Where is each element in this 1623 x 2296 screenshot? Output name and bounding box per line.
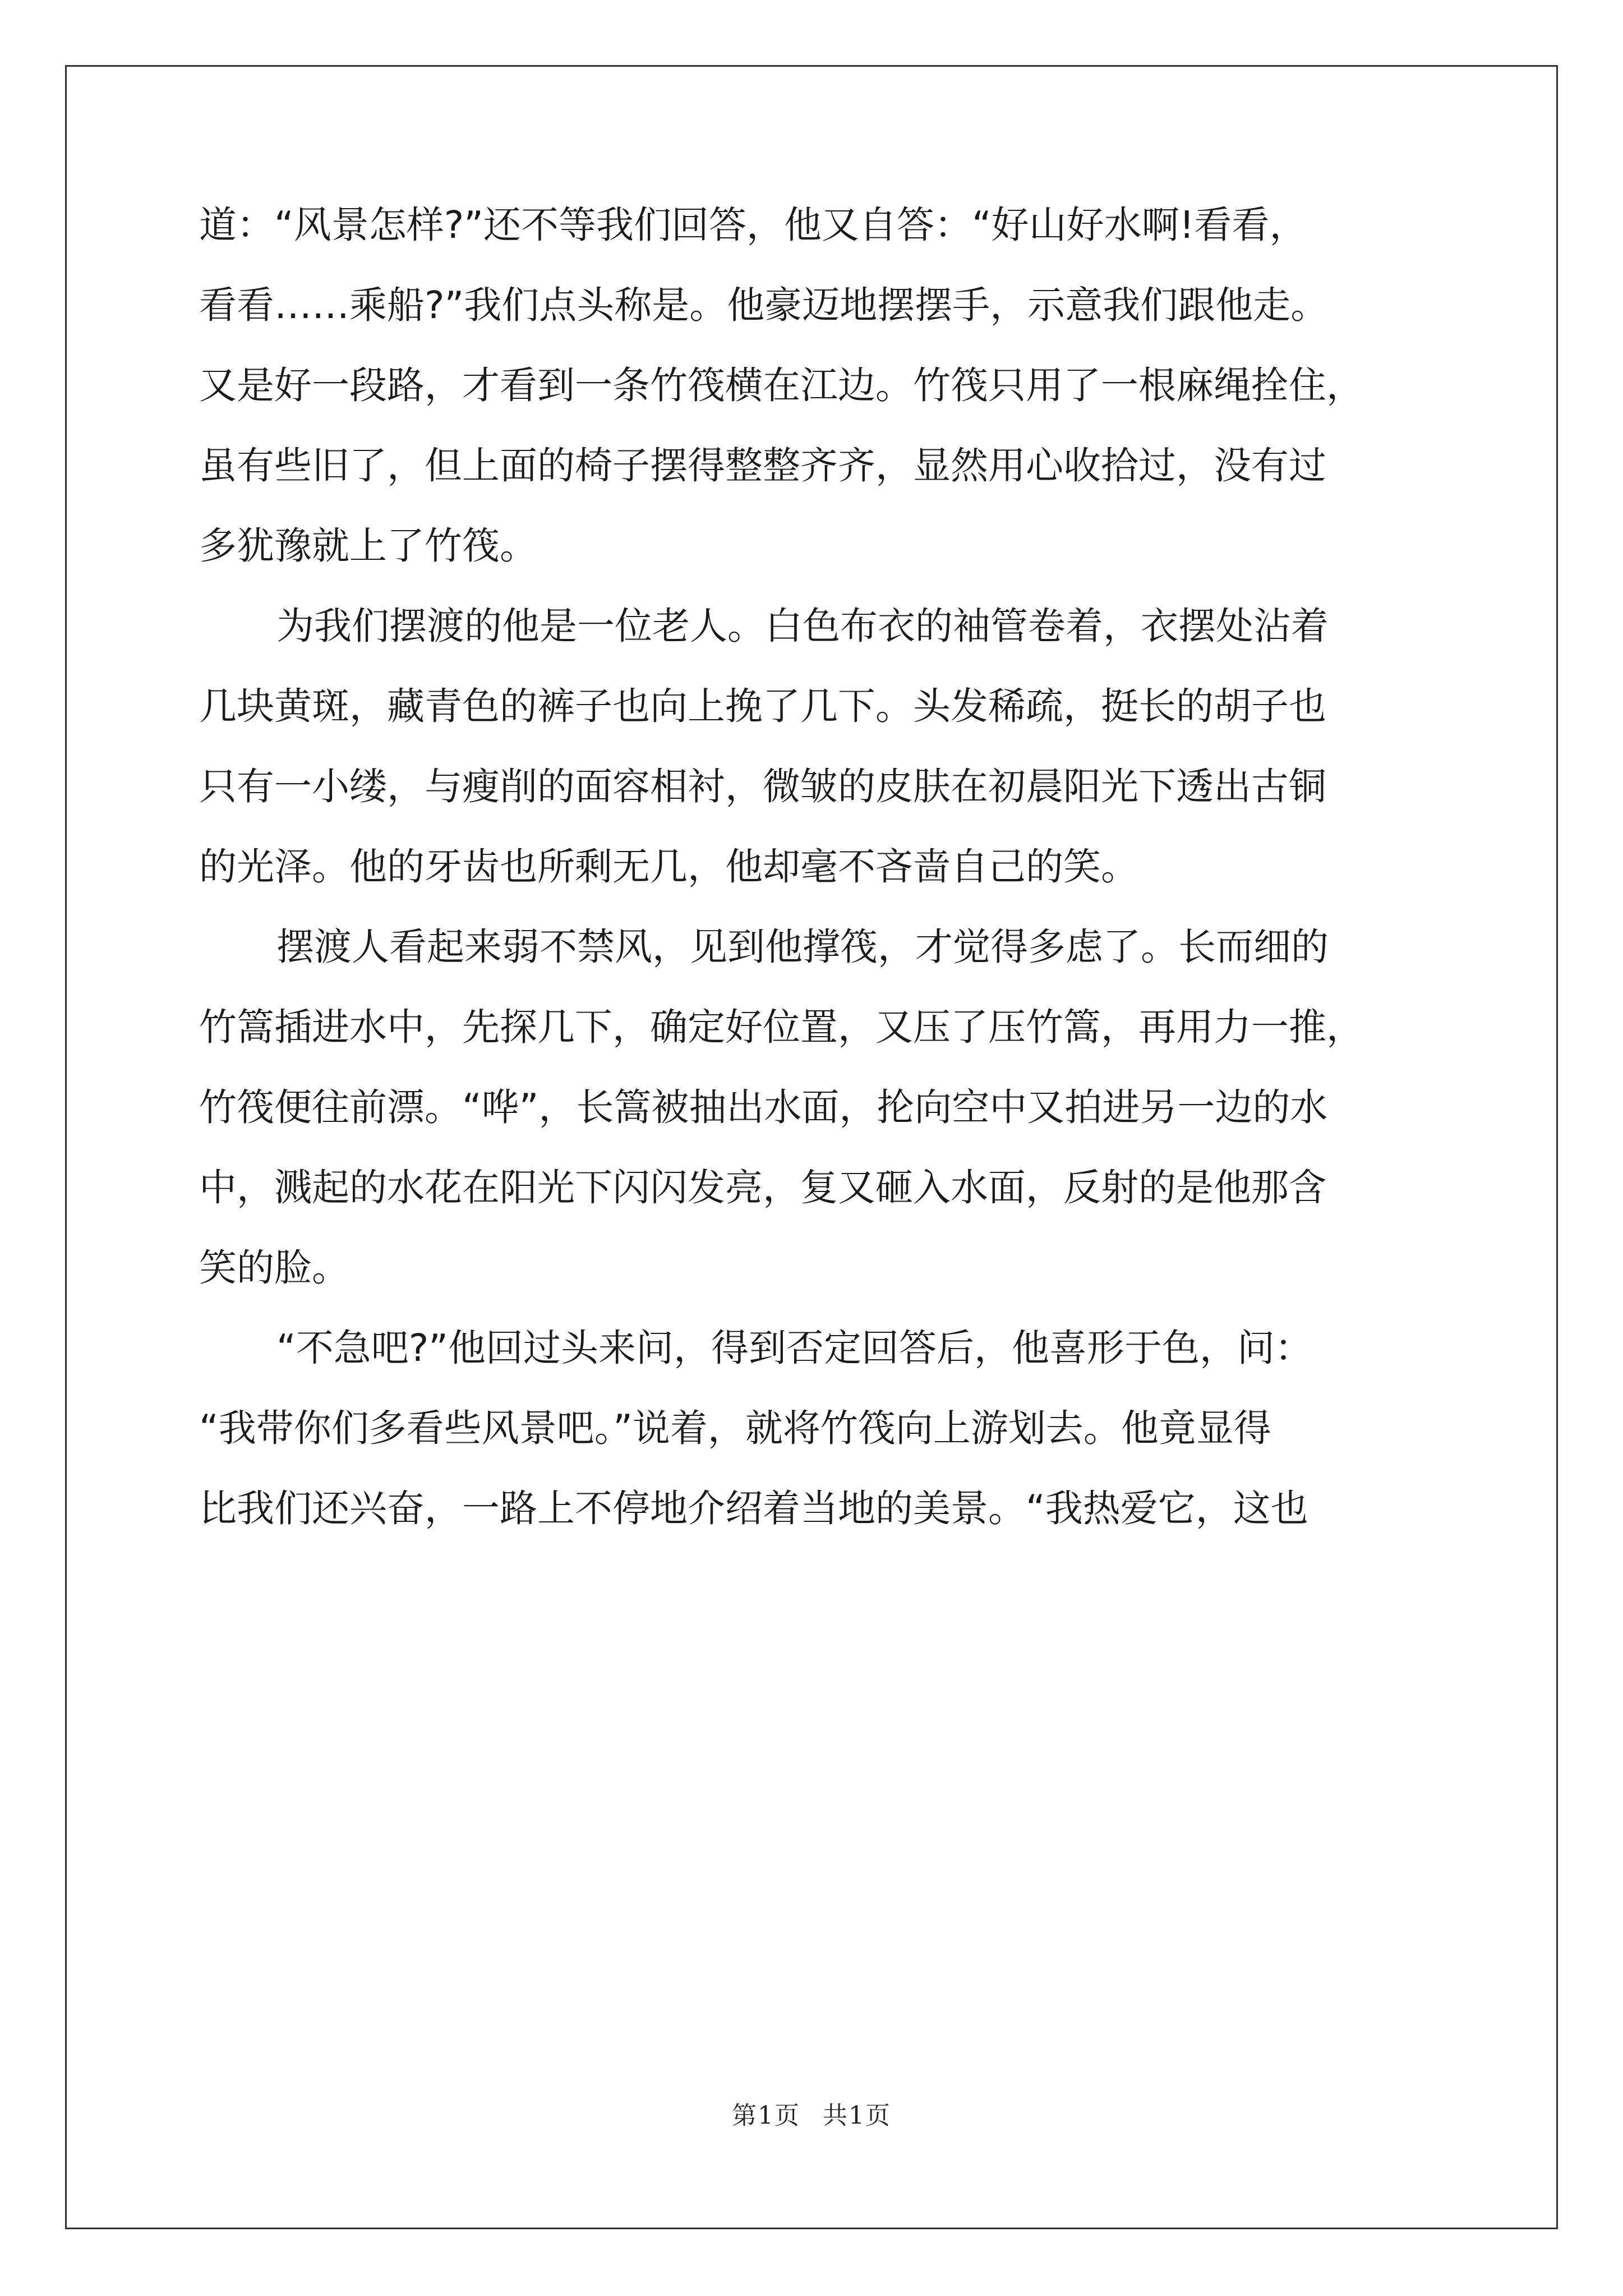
paragraph <box>199 1308 1427 1549</box>
text-line: 笑的脸。 <box>199 1246 349 1290</box>
text-line: 多犹豫就上了竹筏。 <box>199 524 537 568</box>
text-line: 竹筏便往前漂。“哗”，长篙被抽出水面，抡向空中又拍进另一边的水 <box>199 1085 1328 1129</box>
text-line: 竹篙插进水中，先探几下，确定好位置，又压了压竹篙，再用力一推， <box>199 1005 1364 1049</box>
text-line: 只有一小缕，与瘦削的面容相衬，微皱的皮肤在初晨阳光下透出古铜 <box>199 765 1326 808</box>
paragraph <box>199 185 1427 586</box>
text-line: 摆渡人看起来弱不禁风，见到他撑筏，才觉得多虑了。长而细的 <box>276 925 1329 969</box>
text-line: 为我们摆渡的他是一位老人。白色布衣的袖管卷着，衣摆处沾着 <box>276 604 1329 648</box>
text-line: 道：“风景怎样?”还不等我们回答，他又自答：“好山好水啊!看看， <box>199 203 1307 247</box>
text-line: “不急吧?”他回过头来问，得到否定回答后，他喜形于色，问： <box>276 1326 1312 1370</box>
paragraph <box>199 586 1427 907</box>
text-line: 比我们还兴奋，一路上不停地介绍着当地的美景。“我热爱它，这也 <box>199 1487 1308 1530</box>
page-total: 共1页 <box>823 2101 891 2130</box>
document-body <box>199 185 1427 1549</box>
text-line: 几块黄斑，藏青色的裤子也向上挽了几下。头发稀疏，挺长的胡子也 <box>199 684 1326 728</box>
page-number: 第1页 <box>732 2101 800 2130</box>
text-line: 看看……乘船?”我们点头称是。他豪迈地摆摆手，示意我们跟他走。 <box>199 283 1329 327</box>
page-footer <box>0 2095 1623 2131</box>
paragraph <box>199 907 1427 1308</box>
text-line: 虽有些旧了，但上面的椅子摆得整整齐齐，显然用心收拾过，没有过 <box>199 444 1326 487</box>
text-line: “我带你们多看些风景吧。”说着，就将竹筏向上游划去。他竟显得 <box>199 1406 1271 1450</box>
text-line: 的光泽。他的牙齿也所剩无几，他却毫不吝啬自己的笑。 <box>199 845 1138 889</box>
text-line: 中，溅起的水花在阳光下闪闪发亮，复又砸入水面，反射的是他那含 <box>199 1166 1326 1209</box>
text-line: 又是好一段路，才看到一条竹筏横在江边。竹筏只用了一根麻绳拴住， <box>199 364 1364 407</box>
